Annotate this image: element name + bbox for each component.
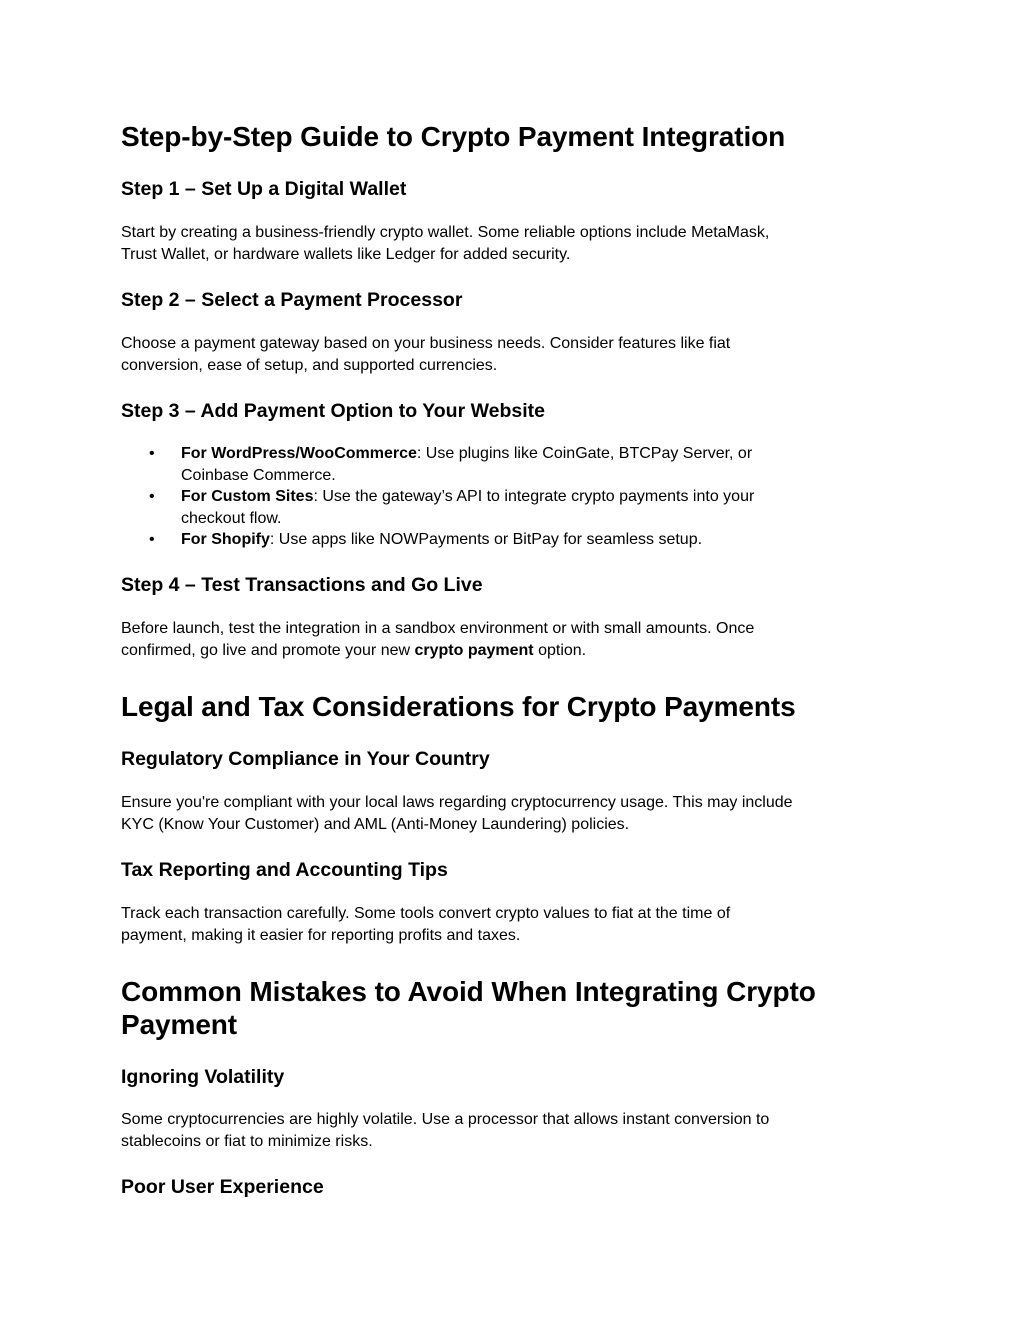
step2-text-line1: Choose a payment gateway based on your business needs. Consider features like fiat (121, 335, 731, 352)
bullet-bold-label: For Shopify (181, 531, 270, 548)
volatility-heading: Ignoring Volatility (121, 1066, 285, 1088)
bullet-icon: • (149, 488, 155, 505)
step2-text-line2: conversion, ease of setup, and supported currencies. (121, 357, 498, 374)
regulatory-text-line1: Ensure you're compliant with your local laws regarding cryptocurrency usage. This may include (121, 794, 793, 811)
step4-text-bold: crypto payment (414, 642, 534, 659)
bullet-bold-label: For WordPress/WooCommerce (181, 445, 417, 462)
step1-heading: Step 1 – Set Up a Digital Wallet (121, 178, 407, 200)
section-title-common-mistakes-line2: Payment (121, 1009, 238, 1040)
ux-heading: Poor User Experience (121, 1176, 324, 1198)
tax-text-line1: Track each transaction carefully. Some tools convert crypto values to fiat at the time of (121, 905, 731, 922)
tax-text-line2: payment, making it easier for reporting profits and taxes. (121, 927, 521, 944)
step4-text-line1: Before launch, test the integration in a sandbox environment or with small amounts. Once (121, 620, 755, 637)
regulatory-text-line2: KYC (Know Your Customer) and AML (Anti-Money Laundering) policies. (121, 816, 630, 833)
tax-heading: Tax Reporting and Accounting Tips (121, 859, 448, 881)
step3-heading: Step 3 – Add Payment Option to Your Website (121, 400, 546, 422)
volatility-text-line2: stablecoins or fiat to minimize risks. (121, 1133, 373, 1150)
bullet-text-continued: checkout flow. (181, 509, 282, 527)
step1-text-line1: Start by creating a business-friendly crypto wallet. Some reliable options include MetaMask, (121, 224, 770, 241)
list-item (149, 486, 755, 529)
bullet-text: : Use plugins like CoinGate, BTCPay Server, or (416, 445, 753, 462)
bullet-text: : Use apps like NOWPayments or BitPay for seamless setup. (269, 531, 703, 548)
step4-heading: Step 4 – Test Transactions and Go Live (121, 574, 483, 596)
bullet-icon: • (149, 445, 155, 462)
volatility-text-line1: Some cryptocurrencies are highly volatile. Use a processor that allows instant conversion to (121, 1111, 770, 1128)
step2-heading: Step 2 – Select a Payment Processor (121, 289, 463, 311)
bullet-bold-label: For Custom Sites (181, 488, 314, 505)
bullet-icon: • (149, 531, 155, 548)
step1-text-line2: Trust Wallet, or hardware wallets like Ledger for added security. (121, 246, 571, 263)
step4-text-post: option. (533, 642, 587, 659)
section-title-crypto-integration: Step-by-Step Guide to Crypto Payment Integration (121, 121, 786, 152)
section-title-common-mistakes-line1: Common Mistakes to Avoid When Integrating Crypto (121, 976, 816, 1007)
bullet-text-continued: Coinbase Commerce. (181, 466, 336, 484)
step4-text-pre: confirmed, go live and promote your new (121, 642, 415, 659)
list-item (149, 529, 703, 551)
step4-text-line2 (121, 640, 586, 662)
list-item (149, 443, 753, 486)
bullet-text: : Use the gateway’s API to integrate crypto payments into your (313, 488, 755, 505)
regulatory-heading: Regulatory Compliance in Your Country (121, 748, 490, 770)
section-title-legal-tax: Legal and Tax Considerations for Crypto Payments (121, 691, 796, 722)
